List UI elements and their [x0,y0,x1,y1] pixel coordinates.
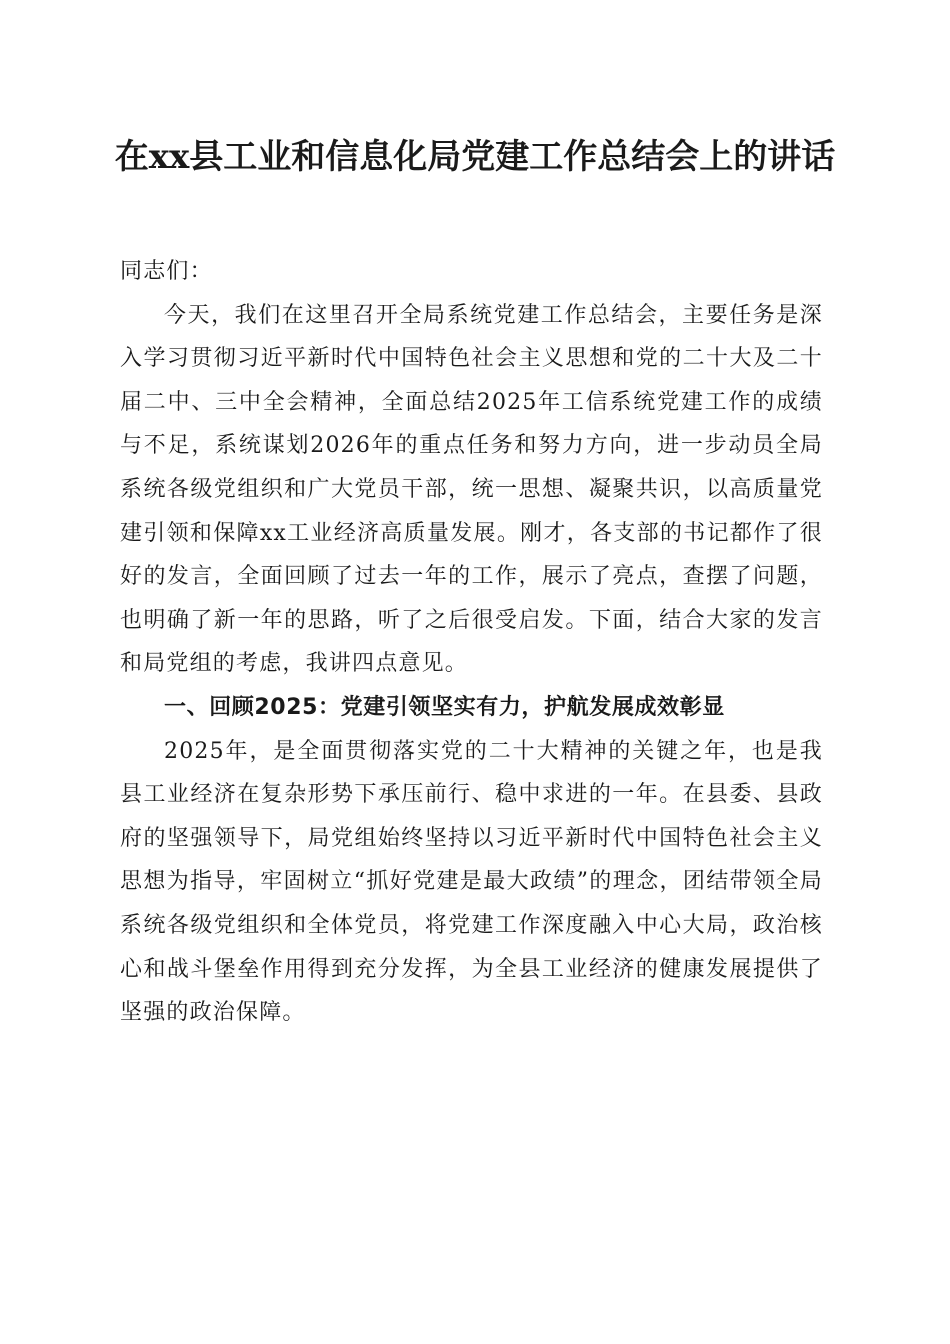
salutation: 同志们： [120,259,213,284]
document-body [120,250,823,1035]
section-heading-1: 一、回顾2025：党建引领坚实有力，护航发展成效彰显 [164,694,725,720]
document-title: 在xx县工业和信息化局党建工作总结会上的讲话 [114,137,836,177]
section-paragraph-1: 2025年，是全面贯彻落实党的二十大精神的关键之年，也是我县工业经济在复杂形势下承压前行、稳中求进的一年。在县委、县政府的坚强领导下，局党组始终坚持以习近平新时代中国特色社会主义思想为指导，牢固树立“抓好党建是最大政绩”的理念，团结带领全局系统各级党组织和全体党员，将党建工作深度融入中心大局，政治核心和战斗堡垒作用得到充分发挥，为全县工业经济的健康发展提供了坚强的政治保障。 [120,738,823,1026]
intro-paragraph: 今天，我们在这里召开全局系统党建工作总结会，主要任务是深入学习贯彻习近平新时代中国特色社会主义思想和党的二十大及二十届二中、三中全会精神，全面总结2025年工信系统党建工作的成绩与不足，系统谋划2026年的重点任务和努力方向，进一步动员全局系统各级党组织和广大党员干部，统一思想、凝聚共识，以高质量党建引领和保障xx工业经济高质量发展。刚才，各支部的书记都作了很好的发言，全面回顾了过去一年的工作，展示了亮点，查摆了问题，也明确了新一年的思路，听了之后很受启发。下面，结合大家的发言和局党组的考虑，我讲四点意见。 [120,302,823,677]
